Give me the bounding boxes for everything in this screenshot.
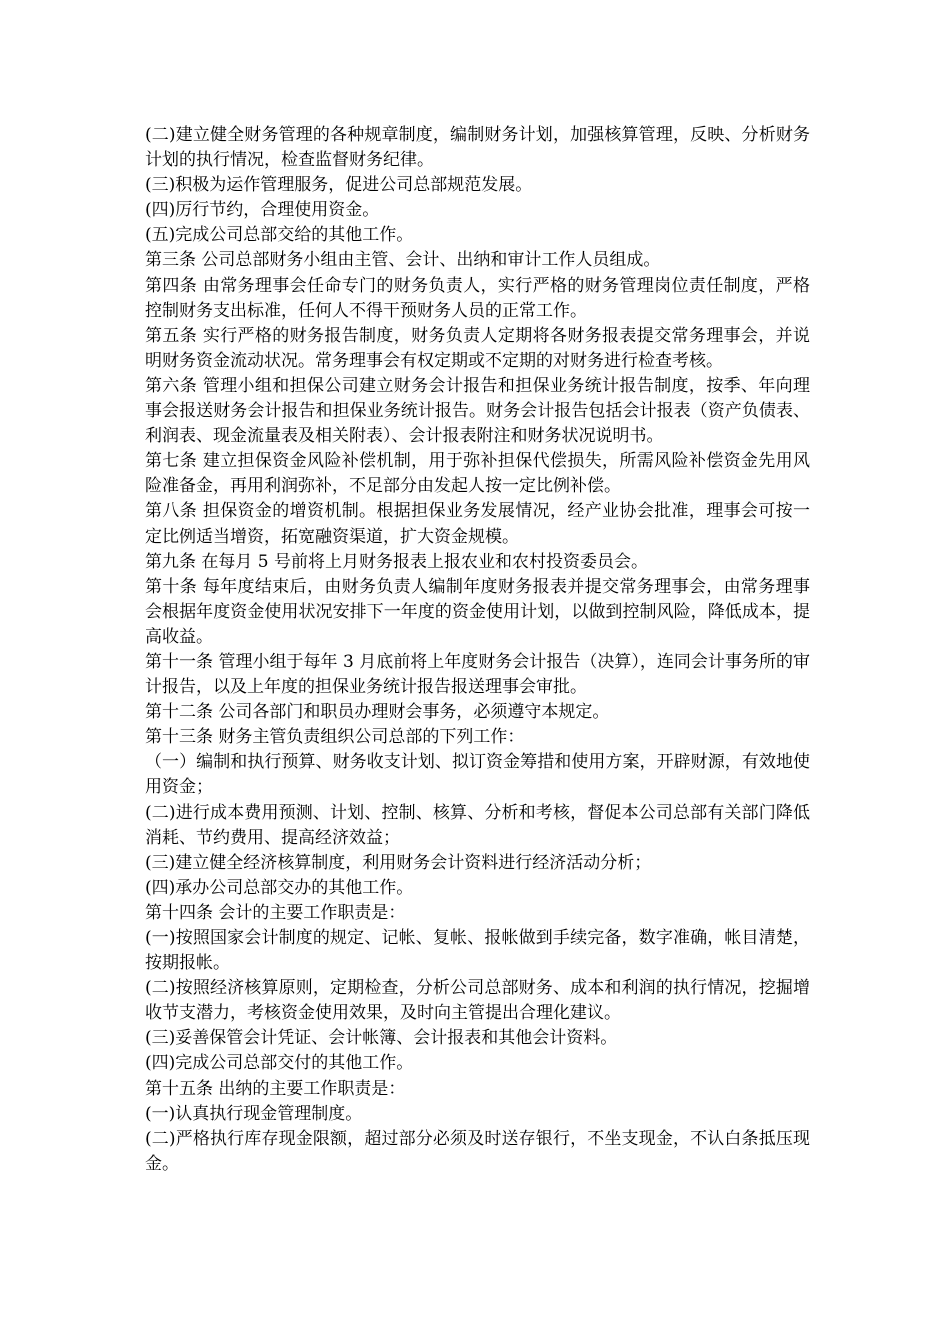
paragraph-article-7: 第七条 建立担保资金风险补偿机制，用于弥补担保代偿损失，所需风险补偿资金先用风险准备金，再用利润弥补，不足部分由发起人按一定比例补偿。 (145, 451, 810, 497)
paragraph-article-13-item-3: (三)建立健全经济核算制度，利用财务会计资料进行经济活动分析； (145, 852, 652, 873)
paragraph-article-14-item-4: (四)完成公司总部交付的其他工作。 (145, 1053, 414, 1074)
paragraph-2: (三)积极为运作管理服务，促进公司总部规范发展。 (145, 175, 533, 196)
paragraph-article-13: 第十三条 财务主管负责组织公司总部的下列工作： (145, 727, 525, 748)
paragraph-article-15-item-1: (一)认真执行现金管理制度。 (145, 1103, 363, 1124)
paragraph-article-13-item-1: （一）编制和执行预算、财务收支计划、拟订资金筹措和使用方案，开辟财源，有效地使用资金； (145, 752, 810, 798)
paragraph-article-11: 第十一条 管理小组于每年 3 月底前将上年度财务会计报告（决算），连同会计事务所的审计报告，以及上年度的担保业务统计报告报送理事会审批。 (145, 651, 810, 698)
paragraph-article-5: 第五条 实行严格的财务报告制度，财务负责人定期将各财务报表提交常务理事会，并说明财务资金流动状况。常务理事会有权定期或不定期的对财务进行检查考核。 (145, 325, 810, 371)
paragraph-article-15-item-2: (二)严格执行库存现金限额，超过部分必须及时送存银行，不坐支现金，不认白条抵压现金。 (145, 1128, 810, 1174)
paragraph-article-15: 第十五条 出纳的主要工作职责是： (145, 1078, 406, 1099)
paragraph-article-9: 第九条 在每月 5 号前将上月财务报表上报农业和农村投资委员会。 (145, 551, 649, 572)
paragraph-3: (四)厉行节约，合理使用资金。 (145, 200, 380, 221)
paragraph-article-14-item-1: (一)按照国家会计制度的规定、记帐、复帐、报帐做到手续完备，数字准确，帐目清楚，按期报帐。 (145, 928, 810, 974)
paragraph-article-10: 第十条 每年度结束后，由财务负责人编制年度财务报表并提交常务理事会，由常务理事会根据年度资金使用状况安排下一年度的资金使用计划，以做到控制风险，降低成本，提高收益。 (145, 576, 810, 647)
paragraph-article-8: 第八条 担保资金的增资机制。根据担保业务发展情况，经产业协会批准，理事会可按一定比例适当增资，拓宽融资渠道，扩大资金规模。 (145, 501, 810, 547)
document-body (145, 123, 810, 1177)
paragraph-1: (二)建立健全财务管理的各种规章制度，编制财务计划，加强核算管理，反映、分析财务计划的执行情况，检查监督财务纪律。 (145, 125, 810, 171)
paragraph-article-14-item-2: (二)按照经济核算原则，定期检查，分析公司总部财务、成本和利润的执行情况，挖掘增收节支潜力，考核资金使用效果，及时向主管提出合理化建议。 (145, 978, 810, 1024)
paragraph-article-12: 第十二条 公司各部门和职员办理财会事务，必须遵守本规定。 (145, 702, 610, 723)
paragraph-article-4: 第四条 由常务理事会任命专门的财务负责人，实行严格的财务管理岗位责任制度，严格控制财务支出标准，任何人不得干预财务人员的正常工作。 (145, 275, 810, 321)
paragraph-article-6: 第六条 管理小组和担保公司建立财务会计报告和担保业务统计报告制度，按季、年向理事会报送财务会计报告和担保业务统计报告。财务会计报告包括会计报表（资产负债表、利润表、现金流量表及相关附表）、会计报表附注和财务状况说明书。 (145, 375, 810, 447)
paragraph-article-3: 第三条 公司总部财务小组由主管、会计、出纳和审计工作人员组成。 (145, 250, 661, 271)
paragraph-article-13-item-2: (二)进行成本费用预测、计划、控制、核算、分析和考核，督促本公司总部有关部门降低消耗、节约费用、提高经济效益； (145, 802, 810, 848)
paragraph-article-14: 第十四条 会计的主要工作职责是： (145, 902, 406, 923)
paragraph-4: (五)完成公司总部交给的其他工作。 (145, 225, 414, 246)
paragraph-article-13-item-4: (四)承办公司总部交办的其他工作。 (145, 877, 414, 898)
paragraph-article-14-item-3: (三)妥善保管会计凭证、会计帐簿、会计报表和其他会计资料。 (145, 1028, 618, 1049)
